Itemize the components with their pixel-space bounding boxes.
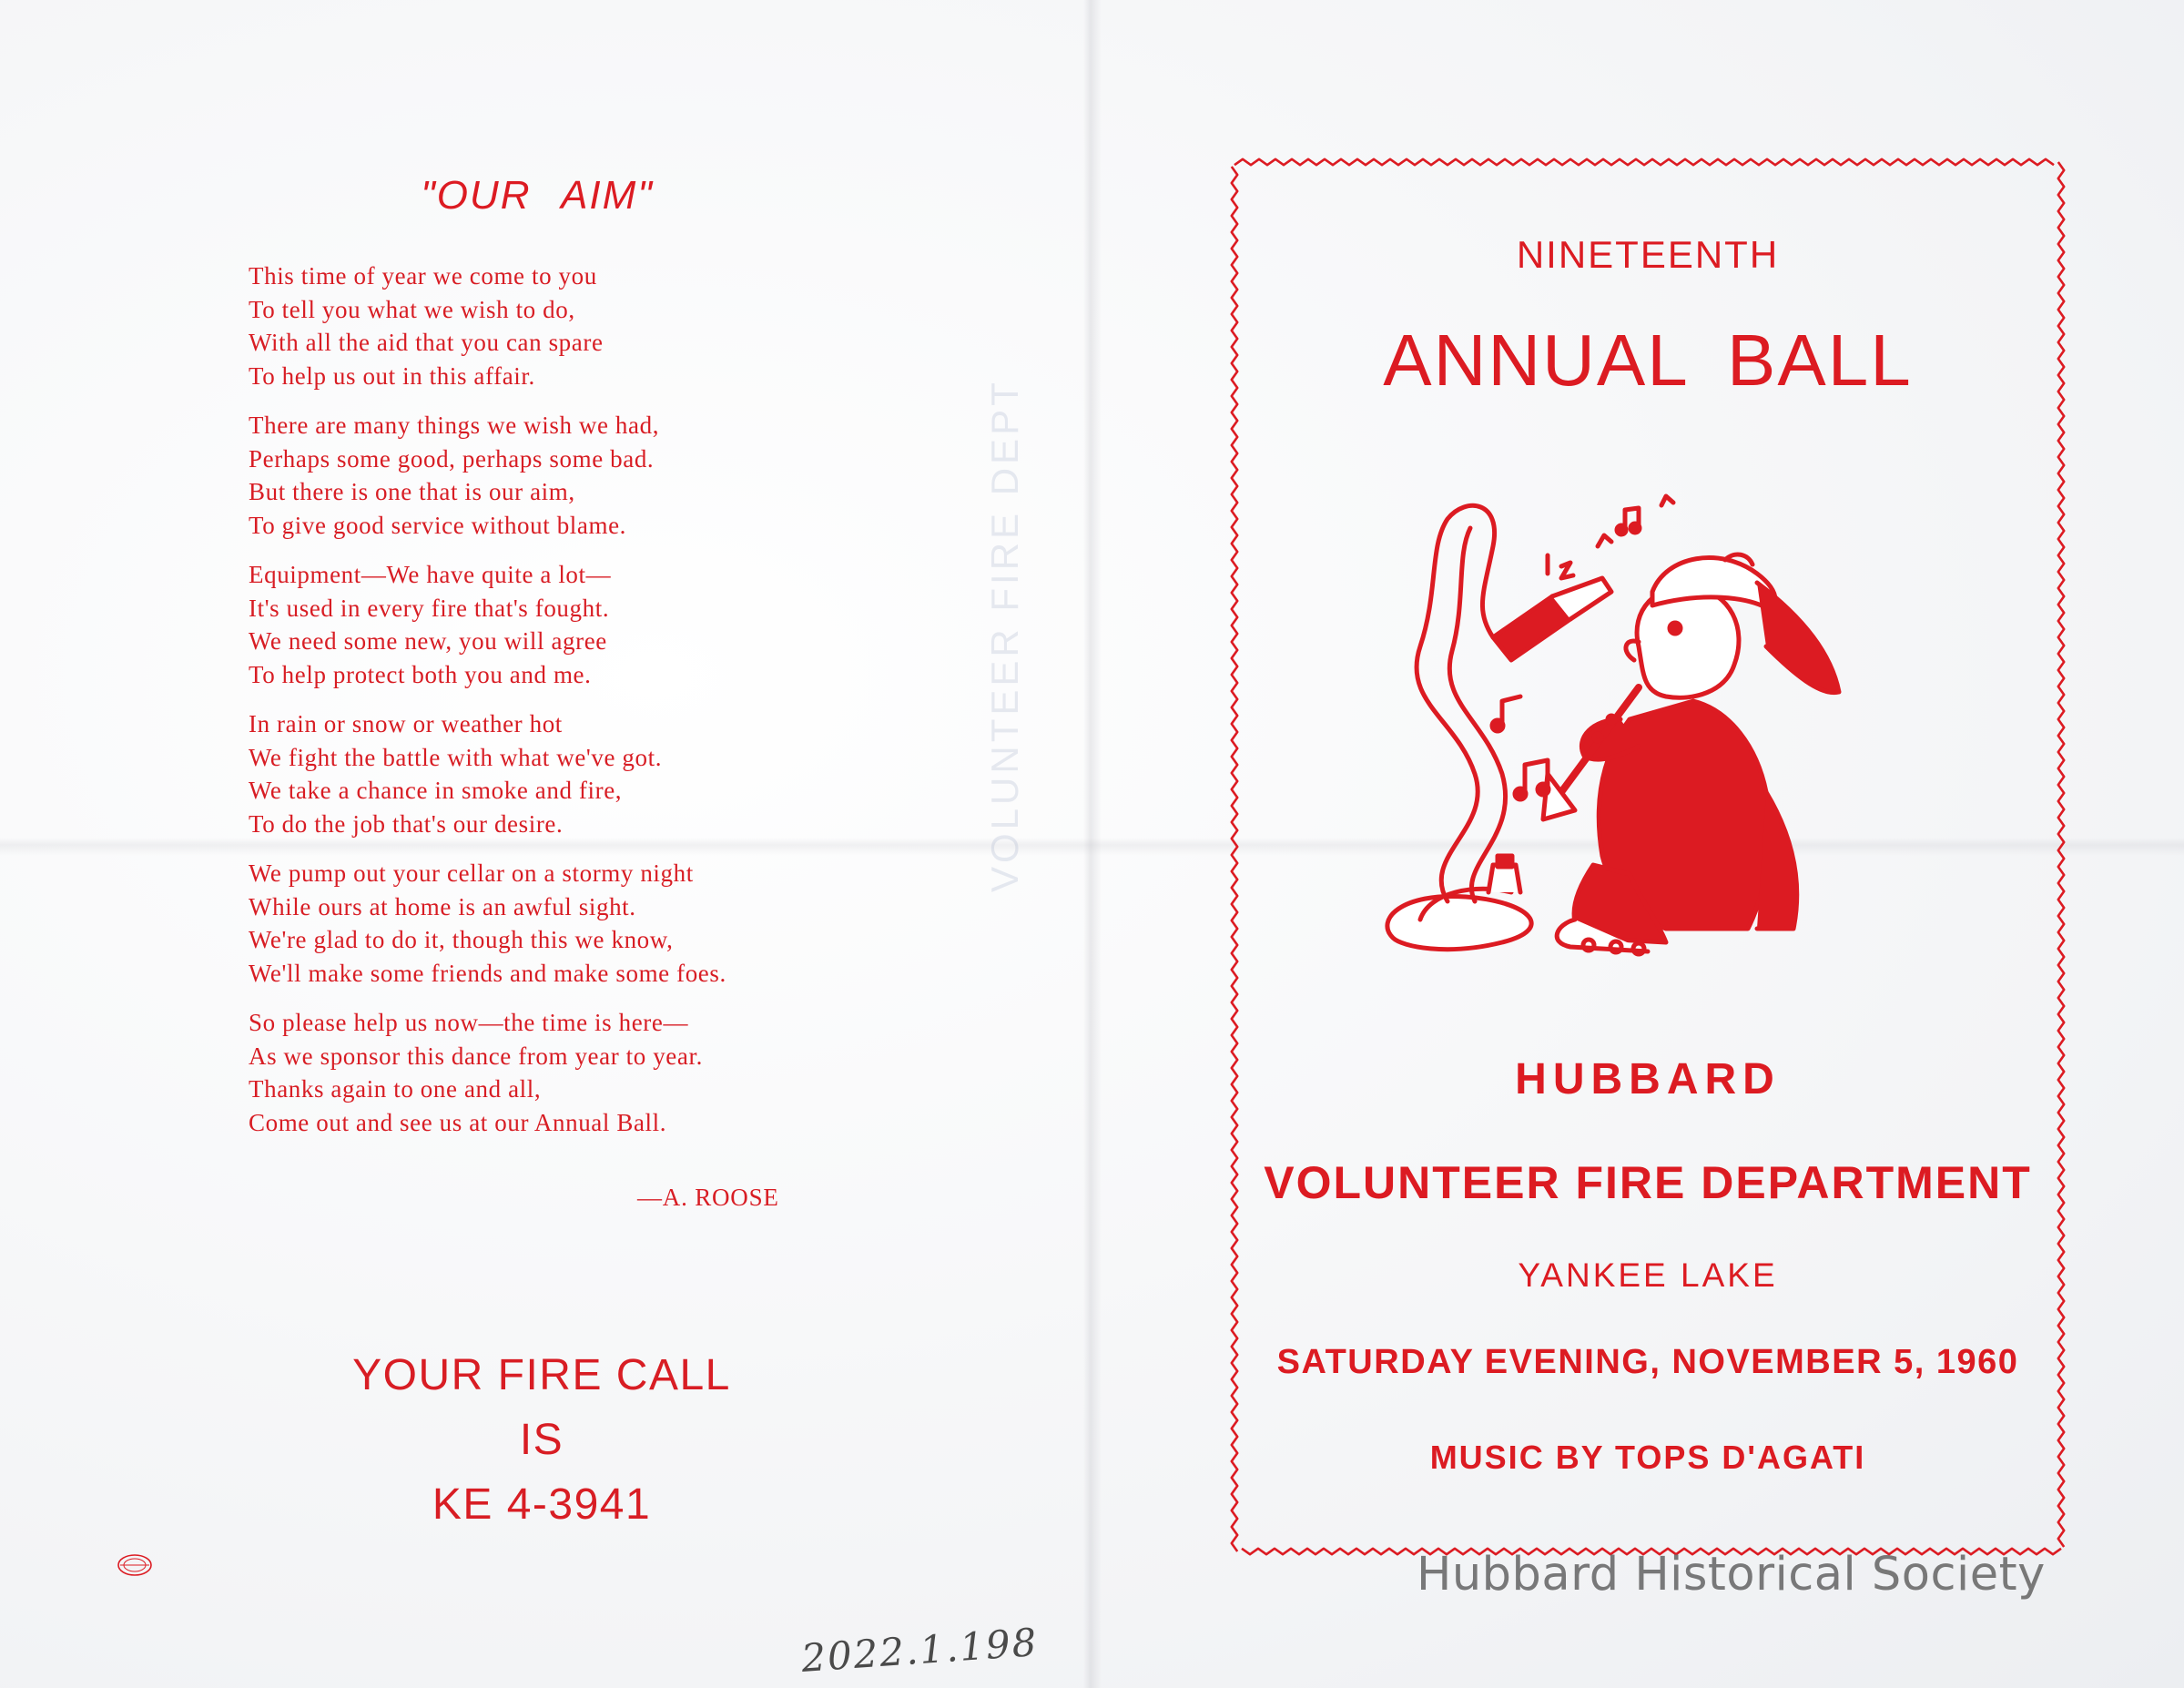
catalog-number: 2022.1.198 xyxy=(799,1619,1040,1682)
border-edge xyxy=(1234,159,2054,165)
poem-stanza xyxy=(249,409,886,542)
poem-stanza xyxy=(249,1006,886,1139)
watermark: Hubbard Historical Society xyxy=(1417,1548,2046,1602)
poem-line: To help protect both you and me. xyxy=(249,660,592,688)
poem-line: Perhaps some good, perhaps some bad. xyxy=(249,444,655,473)
event-location: YANKEE LAKE xyxy=(1518,1256,1778,1294)
poem-line: To do the job that's our desire. xyxy=(249,809,564,838)
fire-call-block xyxy=(273,1343,810,1537)
poem-stanza xyxy=(249,259,886,392)
poem xyxy=(249,259,886,1155)
poem-author: —A. ROOSE xyxy=(637,1184,779,1211)
poem-line: There are many things we wish we had, xyxy=(249,412,660,439)
poem-line: So please help us now—the time is here— xyxy=(249,1009,689,1036)
poem-line: We'll make some friends and make some foes. xyxy=(249,959,726,987)
organization-town: HUBBARD xyxy=(1515,1055,1781,1103)
bleed-through-text: VOLUNTEER FIRE DEPT xyxy=(983,379,1026,892)
poem-line: Thanks again to one and all, xyxy=(249,1075,542,1103)
poem-line: To tell you what we wish to do, xyxy=(249,295,575,323)
poem-line: We fight the battle with what we've got. xyxy=(249,743,663,771)
poem-line: In rain or snow or weather hot xyxy=(249,710,563,737)
poem-line: While ours at home is an awful sight. xyxy=(249,892,636,920)
poem-line: This time of year we come to you xyxy=(249,262,597,290)
poem-line: We need some new, you will agree xyxy=(249,627,607,655)
union-printer-label-icon xyxy=(117,1553,153,1577)
poem-line: Come out and see us at our Annual Ball. xyxy=(249,1108,667,1136)
poem-line: As we sponsor this dance from year to year. xyxy=(249,1042,703,1070)
poem-line: We pump out your cellar on a stormy night xyxy=(249,859,694,887)
fire-call-line-1: YOUR FIRE CALL xyxy=(352,1351,731,1399)
poem-line: To give good service without blame. xyxy=(249,511,627,539)
poem-stanza xyxy=(249,707,886,840)
fire-call-line-2: IS xyxy=(519,1416,564,1464)
fireman-playing-clarinet-with-hose-snake-icon xyxy=(1366,492,1930,983)
event-title: ANNUAL BALL xyxy=(1383,320,1913,401)
edition-label: NINETEENTH xyxy=(1516,233,1780,276)
poem-stanza xyxy=(249,857,886,990)
poem-line: To help us out in this affair. xyxy=(249,361,535,390)
left-panel xyxy=(0,0,1088,1688)
event-music: MUSIC BY TOPS D'AGATI xyxy=(1429,1439,1866,1476)
poem-line: But there is one that is our aim, xyxy=(249,478,575,505)
poem-line: With all the aid that you can spare xyxy=(249,329,604,356)
poem-stanza xyxy=(249,558,886,691)
organization-name: VOLUNTEER FIRE DEPARTMENT xyxy=(1264,1157,2032,1208)
poem-line: We take a chance in smoke and fire, xyxy=(249,777,623,804)
event-date: SATURDAY EVENING, NOVEMBER 5, 1960 xyxy=(1276,1343,2019,1381)
fire-call-number: KE 4-3941 xyxy=(432,1480,652,1529)
poem-line: Equipment—We have quite a lot— xyxy=(249,561,612,588)
poem-title: "OUR AIM" xyxy=(421,173,654,218)
poem-line: We're glad to do it, though this we know, xyxy=(249,926,674,953)
poem-line: It's used in every fire that's fought. xyxy=(249,594,610,622)
